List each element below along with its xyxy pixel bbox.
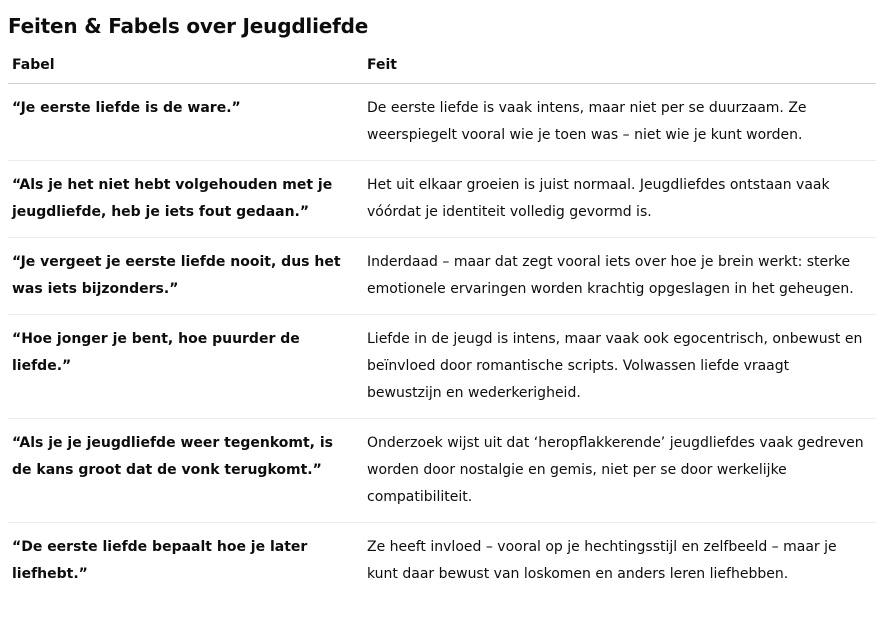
fabel-cell: “De eerste liefde bepaalt hoe je later liefhebt.” xyxy=(12,539,308,582)
table-row xyxy=(8,419,876,523)
fabel-cell: “Je eerste liefde is de ware.” xyxy=(8,84,363,161)
facts-fables-table xyxy=(8,51,876,599)
feit-cell: Het uit elkaar groeien is juist normaal. Jeugdliefdes ontstaan vaak vóórdat je identiteit volledig gevormd is. xyxy=(363,161,876,238)
table-row xyxy=(8,315,876,419)
table-body xyxy=(8,84,876,600)
feit-cell: Inderdaad – maar dat zegt vooral iets over hoe je brein werkt: sterke emotionele ervaringen worden krachtig opgeslagen in het geheugen. xyxy=(363,238,876,315)
table-header xyxy=(8,51,876,84)
fabel-cell: “Hoe jonger je bent, hoe puurder de liefde.” xyxy=(8,315,363,419)
feit-cell: Ze heeft invloed – vooral op je hechtingsstijl en zelfbeeld – maar je kunt daar bewust van loskomen en anders leren liefhebben. xyxy=(367,539,837,582)
feit-cell: Liefde in de jeugd is intens, maar vaak ook egocentrisch, onbewust en beïnvloed door romantische scripts. Volwassen liefde vraagt bewustzijn en wederkerigheid. xyxy=(363,315,876,419)
table-row xyxy=(8,161,876,238)
column-header-fabel: Fabel xyxy=(8,51,363,84)
page-title: Feiten & Fabels over Jeugdliefde xyxy=(8,14,369,38)
fabel-cell: “Je vergeet je eerste liefde nooit, dus het was iets bijzonders.” xyxy=(8,238,363,315)
table-row xyxy=(8,84,876,161)
fabel-cell: “Als je je jeugdliefde weer tegenkomt, is de kans groot dat de vonk terugkomt.” xyxy=(8,419,363,523)
fabel-cell: “Als je het niet hebt volgehouden met je jeugdliefde, heb je iets fout gedaan.” xyxy=(8,161,363,238)
table-row xyxy=(8,238,876,315)
feit-cell: Onderzoek wijst uit dat ‘heropflakkerende’ jeugdliefdes vaak gedreven worden door nostalgie en gemis, niet per se door werkelijke compatibiliteit. xyxy=(363,419,876,523)
table-row xyxy=(8,523,876,600)
feit-cell: De eerste liefde is vaak intens, maar niet per se duurzaam. Ze weerspiegelt vooral wie je toen was – niet wie je kunt worden. xyxy=(363,84,876,161)
column-header-feit: Feit xyxy=(363,51,876,84)
table-header-row xyxy=(8,51,876,84)
